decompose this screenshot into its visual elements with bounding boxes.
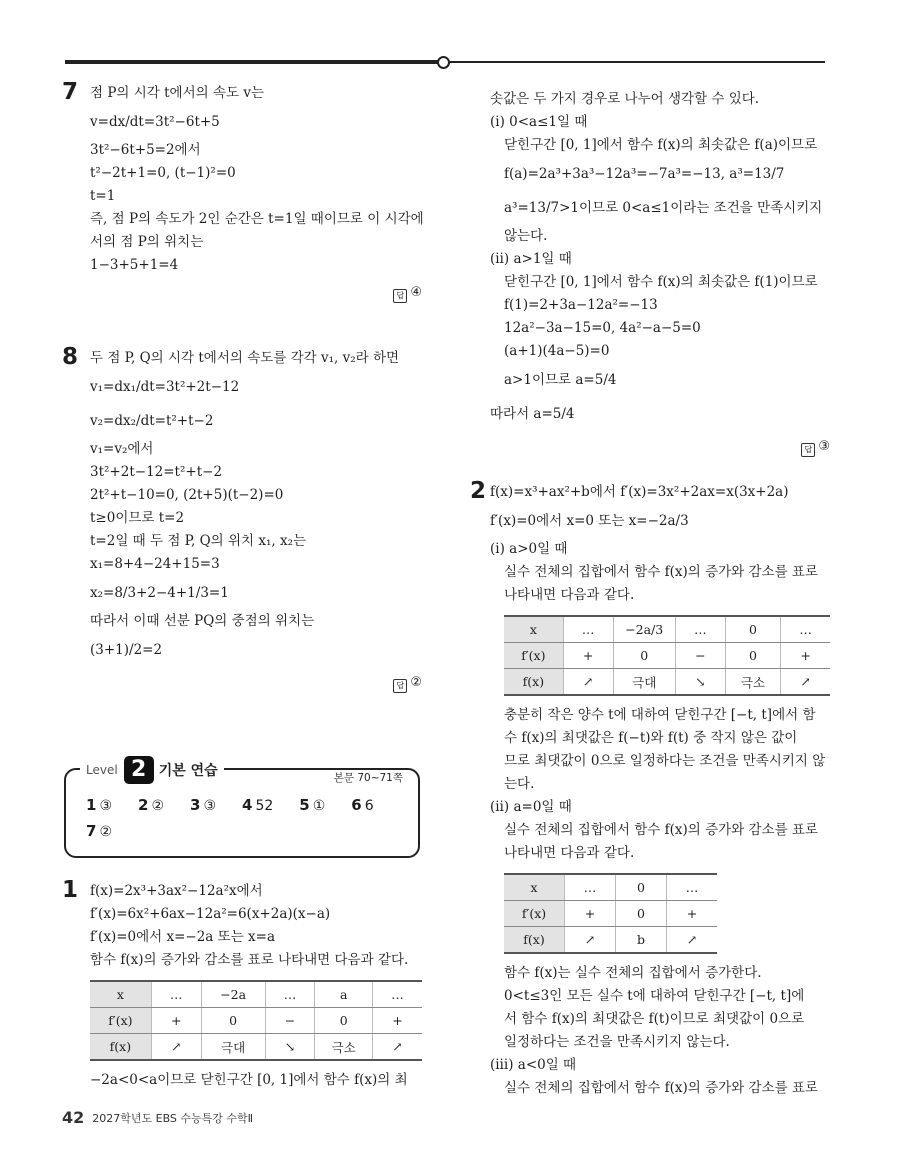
table-cell: 극대: [201, 1034, 265, 1061]
table-cell: f′(x): [90, 1008, 151, 1034]
table-row: [504, 643, 830, 669]
solution-line: v=dx/dt=3t²−6t+5: [90, 114, 220, 130]
variation-table: [504, 615, 830, 696]
solution-line: (3+1)/2=2: [90, 642, 163, 658]
variation-table: [504, 873, 717, 954]
table-cell: a: [315, 981, 373, 1008]
table-row: [90, 981, 422, 1008]
answer-item: 2 ②: [138, 796, 164, 814]
case-title: (ⅲ) a<0일 때: [490, 1057, 577, 1073]
solution-line: 0<t≤3인 모든 실수 t에 대하여 닫힌구간 [−t, t]에: [504, 988, 805, 1004]
table-cell: f′(x): [504, 643, 563, 669]
table-cell: ↗: [667, 927, 718, 954]
solution-line: 3t²−6t+5=2에서: [90, 142, 201, 158]
table-cell: f(x): [504, 927, 565, 954]
solution-line: 않는다.: [504, 228, 548, 244]
problem-8: [62, 344, 422, 693]
level-answer-list: [86, 796, 406, 848]
answer: 답 ④: [90, 285, 422, 303]
solution-line: 함수 f(x)는 실수 전체의 집합에서 증가한다.: [504, 965, 762, 981]
answer-item: 4 52: [242, 796, 274, 814]
solution-line: x₂=8/3+2−4+1/3=1: [90, 585, 229, 601]
level-number: 2: [124, 756, 154, 784]
answer-item: 1 ③: [86, 796, 112, 814]
table-cell: +: [151, 1008, 201, 1034]
table-cell: …: [151, 981, 201, 1008]
solution-line: t²−2t+1=0, (t−1)²=0: [90, 165, 236, 181]
table-cell: 0: [725, 643, 780, 669]
table-cell: …: [565, 874, 616, 901]
problem-number: 7: [62, 79, 79, 105]
solution-line: f′(x)=6x²+6ax−12a²=6(x+2a)(x−a): [90, 906, 331, 922]
table-cell: …: [563, 616, 613, 643]
table-cell: 0: [613, 643, 675, 669]
case-title: (ⅱ) a=0일 때: [490, 799, 572, 815]
level-title: 기본 연습: [158, 763, 218, 779]
solution-line: 점 P의 시각 t에서의 속도 v는: [90, 85, 265, 101]
table-cell: 극소: [725, 669, 780, 696]
solution-line: 닫힌구간 [0, 1]에서 함수 f(x)의 최솟값은 f(a)이므로: [504, 137, 818, 153]
solution-line: (a+1)(4a−5)=0: [504, 343, 610, 359]
answer-item: 3 ③: [190, 796, 216, 814]
book-title: 2027학년도 EBS 수능특강 수학Ⅱ: [92, 1112, 254, 1125]
table-cell: +: [565, 901, 616, 927]
solution-line: (ⅰ) 0<a≤1일 때: [490, 114, 588, 130]
table-cell: 0: [616, 901, 667, 927]
table-cell: ↗: [781, 669, 830, 696]
left-column: [62, 79, 424, 693]
solution-line: a³=13/7>1이므로 0<a≤1이라는 조건을 만족시키지: [504, 200, 823, 216]
table-cell: ↗: [563, 669, 613, 696]
table-cell: 0: [201, 1008, 265, 1034]
table-cell: …: [373, 981, 422, 1008]
solution-line: 충분히 작은 양수 t에 대하여 닫힌구간 [−t, t]에서 함: [504, 707, 816, 723]
level-answer-box: [64, 757, 420, 858]
solution-line: 나타내면 다음과 같다.: [504, 845, 635, 861]
table-row: [90, 1008, 422, 1034]
table-row: [504, 927, 717, 954]
table-cell: ↗: [151, 1034, 201, 1061]
solution-line: 실수 전체의 집합에서 함수 f(x)의 증가와 감소를 표로: [504, 564, 819, 580]
solution-line: 므로 최댓값이 0으로 일정하다는 조건을 만족시키지 않: [504, 753, 826, 769]
table-cell: 0: [315, 1008, 373, 1034]
table-cell: ↗: [565, 927, 616, 954]
table-cell: 극소: [315, 1034, 373, 1061]
solution-line: 나타내면 다음과 같다.: [504, 587, 635, 603]
table-cell: …: [667, 874, 718, 901]
table-row: [90, 1034, 422, 1061]
solution-line: 두 점 P, Q의 시각 t에서의 속도를 각각 v₁, v₂라 하면: [90, 350, 400, 366]
table-cell: −2a: [201, 981, 265, 1008]
answer-item: 5 ①: [299, 796, 326, 814]
answer-item: 7 ②: [86, 822, 112, 840]
case-title: (ⅰ) a>0일 때: [490, 541, 568, 557]
table-row: [504, 874, 717, 901]
page-number: 42: [62, 1108, 85, 1127]
solution-line: t=2일 때 두 점 P, Q의 위치 x₁, x₂는: [90, 533, 307, 549]
table-row: [504, 616, 830, 643]
solution-line: 실수 전체의 집합에서 함수 f(x)의 증가와 감소를 표로: [504, 1080, 819, 1096]
solution-line: (ⅱ) a>1일 때: [490, 251, 572, 267]
solution-line: v₁=v₂에서: [90, 441, 154, 457]
table-cell: …: [675, 616, 725, 643]
answer-mark-icon: 답: [801, 443, 815, 457]
table-cell: f(x): [90, 1034, 151, 1061]
solution-line: 실수 전체의 집합에서 함수 f(x)의 증가와 감소를 표로: [504, 822, 819, 838]
table-cell: 0: [616, 874, 667, 901]
solution-line: t≥0이므로 t=2: [90, 510, 185, 526]
solution-line: 서 함수 f(x)의 최댓값은 f(t)이므로 최댓값이 0으로: [504, 1011, 805, 1027]
solution-line: 12a²−3a−15=0, 4a²−a−5=0: [504, 320, 701, 336]
variation-table: [90, 980, 422, 1061]
problem-1: [62, 877, 422, 1092]
problem-2: [470, 478, 830, 1100]
solution-line: −2a<0<a이므로 닫힌구간 [0, 1]에서 함수 f(x)의 최: [90, 1072, 408, 1088]
answer-mark-icon: 답: [393, 679, 407, 693]
solution-line: 따라서 a=5/4: [490, 406, 575, 422]
answer: 답 ③: [490, 439, 830, 457]
solution-line: 서의 점 P의 위치는: [90, 234, 204, 250]
table-cell: +: [667, 901, 718, 927]
solution-line: 1−3+5+1=4: [90, 257, 179, 273]
table-cell: b: [616, 927, 667, 954]
solution-line: 일정하다는 조건을 만족시키지 않는다.: [504, 1034, 730, 1050]
solution-line: v₁=dx₁/dt=3t²+2t−12: [90, 379, 240, 395]
table-row: [504, 901, 717, 927]
problem-1-continued: [470, 88, 830, 457]
page-footer: [62, 1108, 253, 1127]
table-cell: −: [675, 643, 725, 669]
solution-line: f′(x)=0에서 x=−2a 또는 x=a: [90, 929, 275, 945]
table-cell: 극대: [613, 669, 675, 696]
level-header: [80, 756, 224, 784]
table-cell: ↗: [373, 1034, 422, 1061]
solution-line: f(x)=x³+ax²+b에서 f′(x)=3x²+2ax=x(3x+2a): [490, 484, 789, 500]
table-cell: …: [781, 616, 830, 643]
solution-line: 솟값은 두 가지 경우로 나누어 생각할 수 있다.: [490, 91, 760, 107]
problem-number: 2: [470, 478, 487, 504]
answer: 답 ②: [90, 675, 422, 693]
solution-line: 수 f(x)의 최댓값은 f(−t)와 f(t) 중 작지 않은 값이: [504, 730, 798, 746]
solution-line: x₁=8+4−24+15=3: [90, 556, 220, 572]
solution-line: v₂=dx₂/dt=t²+t−2: [90, 413, 214, 429]
table-cell: +: [373, 1008, 422, 1034]
solution-line: t=1: [90, 188, 116, 204]
problem-7: [62, 79, 424, 303]
level-page-ref: 본문 70~71쪽: [331, 770, 406, 785]
table-cell: f′(x): [504, 901, 565, 927]
header-rule-dot: [437, 56, 450, 69]
table-cell: −: [265, 1008, 315, 1034]
table-cell: +: [563, 643, 613, 669]
table-cell: +: [781, 643, 830, 669]
table-cell: 0: [725, 616, 780, 643]
table-cell: x: [504, 616, 563, 643]
solution-line: 는다.: [504, 776, 535, 792]
table-cell: x: [504, 874, 565, 901]
solution-line: 함수 f(x)의 증가와 감소를 표로 나타내면 다음과 같다.: [90, 952, 409, 968]
solution-line: 2t²+t−10=0, (2t+5)(t−2)=0: [90, 487, 284, 503]
solution-line: 닫힌구간 [0, 1]에서 함수 f(x)의 최솟값은 f(1)이므로: [504, 274, 818, 290]
problem-number: 8: [62, 344, 79, 370]
solution-line: 따라서 이때 선분 PQ의 중점의 위치는: [90, 613, 315, 629]
table-cell: f(x): [504, 669, 563, 696]
problem-number: 1: [62, 877, 79, 903]
table-cell: ↘: [265, 1034, 315, 1061]
solution-line: a>1이므로 a=5/4: [504, 372, 617, 388]
table-cell: −2a/3: [613, 616, 675, 643]
solution-line: f(a)=2a³+3a³−12a³=−7a³=−13, a³=13/7: [504, 166, 785, 182]
solution-line: f(x)=2x³+3ax²−12a²x에서: [90, 883, 263, 899]
answer-mark-icon: 답: [393, 289, 407, 303]
right-column: [470, 88, 830, 1100]
table-cell: …: [265, 981, 315, 1008]
solution-line: f′(x)=0에서 x=0 또는 x=−2a/3: [490, 513, 689, 529]
table-cell: x: [90, 981, 151, 1008]
answer-item: 6 6: [351, 796, 374, 814]
solution-line: f(1)=2+3a−12a²=−13: [504, 297, 658, 313]
level-word: Level: [86, 763, 118, 777]
solution-line: 3t²+2t−12=t²+t−2: [90, 464, 223, 480]
solution-line: 즉, 점 P의 속도가 2인 순간은 t=1일 때이므로 이 시각에: [90, 211, 424, 227]
table-row: [504, 669, 830, 696]
table-cell: ↘: [675, 669, 725, 696]
